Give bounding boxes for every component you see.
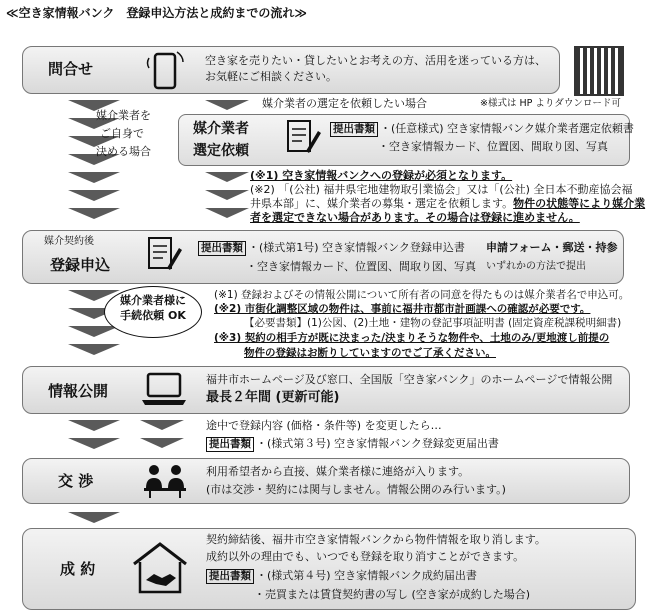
- broker-note-2d-text: 者を選定できない場合があります。その場合は登録に進めません。: [250, 211, 580, 224]
- broker-note-2a: (※2) 「(公社) 福井県宅地建物取引業協会」又は「(公社) 全日本不動産協会福: [250, 183, 633, 196]
- registration-doc-2: ・空き家情報カード、位置図、間取り図、写真: [246, 260, 477, 273]
- bubble-line-2: 手続依頼 OK: [120, 309, 186, 322]
- flow-arrow: [205, 172, 249, 182]
- stage-contract-label: 成 約: [60, 560, 96, 578]
- page-title: ≪空き家情報バンク 登録申込方法と成約までの流れ≫: [6, 6, 307, 20]
- publish-text-2: 最長２年間 (更新可能): [206, 390, 340, 405]
- smartphone-icon: [145, 48, 185, 90]
- flow-arrow: [140, 438, 184, 448]
- publish-text-1: 福井市ホームページ及び窓口、全国版「空き家バンク」のホームページで情報公開: [206, 373, 613, 386]
- broker-note-1: [250, 168, 512, 183]
- broker-select-doc-1-text: ・(任意様式) 空き家情報バンク媒介業者選定依頼書: [380, 122, 634, 135]
- flow-arrow: [68, 190, 120, 201]
- reg-note-2b: 【必要書類】(1)公図、(2)土地・建物の登記事項証明書 (固定資産税課税明細書): [244, 317, 622, 329]
- flow-arrow: [140, 420, 184, 430]
- contract-doc-1-text: ・(様式第４号) 空き家情報バンク成約届出書: [256, 569, 477, 582]
- registration-method-title: 申請フォーム・郵送・持参: [486, 241, 618, 254]
- flow-arrow: [205, 100, 249, 110]
- contract-text-1: 契約締結後、福井市空き家情報バンクから物件情報を取り消します。: [206, 533, 546, 546]
- broker-self-2: ご自身で: [100, 127, 144, 140]
- flow-arrow: [68, 512, 120, 523]
- broker-note-2b: [250, 196, 645, 211]
- reg-note-3b-text: 物件の登録はお断りしていますのでご了承ください。: [244, 347, 496, 359]
- registration-pre: 媒介契約後: [44, 236, 94, 247]
- form-download-note: ※様式は HP よりダウンロード可: [480, 98, 621, 109]
- contract-doc-2: ・売買または賃貸契約書の写し (空き家が成約した場合): [254, 588, 531, 601]
- reg-note-2: [214, 302, 590, 317]
- laptop-icon: [138, 370, 190, 410]
- change-doc-text: ・(様式第３号) 空き家情報バンク登録変更届出書: [256, 437, 499, 450]
- inquiry-text-1: 空き家を売りたい・貸したいとお考えの方、活用を迷っている方は、: [205, 54, 546, 67]
- broker-note-2c-text: 物件の状態等により媒介業: [513, 197, 646, 210]
- house-handshake-icon: [128, 540, 192, 598]
- reg-note-3a-text: (※3) 契約の相手方が既に決まった/決まりそうな物件や、土地のみ/更地渡し前提の: [214, 332, 610, 344]
- stage-registration: [22, 230, 624, 284]
- flow-arrow: [68, 438, 120, 449]
- broker-select-label-1: 媒介業者: [193, 121, 249, 137]
- flow-arrow: [68, 344, 120, 355]
- registration-method-note: いずれかの方法で提出: [486, 261, 586, 272]
- stage-negotiation-label: 交 渉: [58, 472, 94, 490]
- stage-publish-label: 情報公開: [48, 382, 109, 400]
- flow-arrow: [68, 172, 120, 183]
- broker-note-2d: [250, 210, 580, 225]
- broker-request-note: 媒介業者の選定を依頼したい場合: [262, 97, 427, 110]
- broker-select-label-2: 選定依頼: [193, 143, 249, 159]
- broker-self-3: 決める場合: [96, 145, 151, 158]
- negotiation-text-2: (市は交渉・契約には関与しません。情報公開のみ行います。): [206, 483, 506, 496]
- reg-note-3a: [214, 331, 609, 346]
- submit-docs-tag: 提出書類: [206, 569, 254, 584]
- bubble-line-1: 媒介業者様に: [120, 294, 186, 307]
- submit-docs-tag: 提出書類: [198, 241, 246, 256]
- flow-arrow: [205, 190, 249, 200]
- qr-code[interactable]: [574, 46, 624, 96]
- change-doc: [206, 436, 499, 452]
- change-text: 途中で登録内容 (価格・条件等) を変更したら…: [206, 419, 442, 432]
- flow-arrow: [68, 208, 120, 219]
- submit-docs-tag: 提出書類: [330, 122, 378, 137]
- contract-text-2: 成約以外の理由でも、いつでも登録を取り消すことができます。: [206, 550, 525, 563]
- flow-arrow: [205, 208, 249, 218]
- reg-note-2-text: (※2) 市街化調整区域の物件は、事前に福井市都市計画課への確認が必要です。: [214, 303, 591, 315]
- broker-note-1-text: (※1) 空き家情報バンクへの登録が必須となります。: [250, 169, 513, 182]
- broker-select-doc-1: [330, 121, 634, 137]
- inquiry-text-2: お気軽にご相談ください。: [205, 70, 337, 83]
- meeting-icon: [140, 460, 190, 500]
- registration-doc-1: [198, 240, 465, 256]
- broker-ok-bubble: [104, 286, 202, 338]
- stage-inquiry-label: 問合せ: [48, 60, 94, 78]
- stage-registration-label: 登録申込: [50, 256, 111, 274]
- broker-self-1: 媒介業者を: [96, 109, 151, 122]
- document-pen-icon: [143, 234, 183, 278]
- flow-arrow: [68, 326, 120, 337]
- broker-note-2b-text: 井県本部」に、媒介業者の募集・選定を依頼します。: [250, 197, 514, 210]
- broker-select-doc-2: ・空き家情報カード、位置図、間取り図、写真: [378, 140, 609, 153]
- flow-arrow: [68, 420, 120, 431]
- negotiation-text-1: 利用希望者から直接、媒介業者様に連絡が入ります。: [206, 465, 470, 478]
- reg-note-3b: [244, 346, 496, 361]
- registration-doc-1-text: ・(様式第1号) 空き家情報バンク登録申込書: [248, 241, 465, 254]
- contract-doc-1: [206, 568, 477, 584]
- reg-note-1: (※1) 登録およびその情報公開について所有者の同意を得たものは媒介業者名で申込可。: [214, 289, 630, 301]
- document-pen-icon: [282, 117, 322, 161]
- submit-docs-tag: 提出書類: [206, 437, 254, 452]
